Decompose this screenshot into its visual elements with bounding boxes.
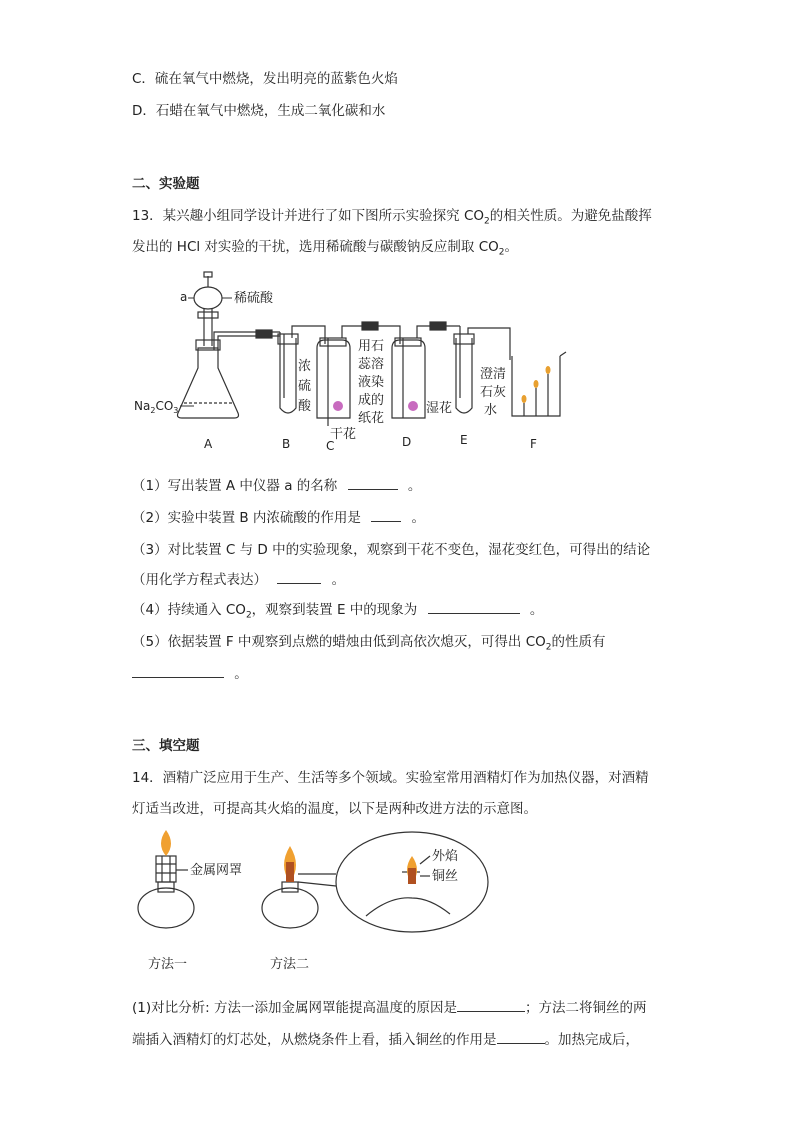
answer-blank[interactable]: [457, 997, 525, 1012]
q13-part5-cont: [132, 662, 248, 682]
q13-part3-text2: （用化学方程式表达）: [132, 572, 267, 588]
q13-stem-text: 13．某兴趣小组同学设计并进行了如下图所示实验探究 CO: [132, 208, 485, 224]
q14-part1-text2: ；方法二将铜丝的两: [524, 1000, 647, 1016]
option-c: C．硫在氧气中燃烧，发出明亮的蓝紫色火焰: [132, 71, 398, 87]
q13-stem-text: 的相关性质。为避免盐酸挥: [489, 208, 652, 224]
answer-blank[interactable]: [277, 569, 321, 584]
subscript: 2: [484, 216, 490, 227]
flame-icon: [522, 395, 527, 403]
q13-part2-text: （2）实验中装置 B 内浓硫酸的作用是: [132, 510, 361, 526]
answer-blank[interactable]: [348, 475, 398, 490]
answer-blank[interactable]: [497, 1029, 545, 1044]
label-metal-mesh: 金属网罩: [190, 863, 243, 878]
conical-flask-icon: [178, 348, 239, 418]
q13-part5-end: 。: [234, 666, 248, 682]
dry-flower-icon: [333, 401, 343, 411]
q13-part3: [132, 538, 650, 558]
q13-part1-text: （1）写出装置 A 中仪器 a 的名称: [132, 478, 338, 494]
answer-blank[interactable]: [428, 599, 520, 614]
answer-blank[interactable]: [132, 663, 224, 678]
label-litmus-4: 成的: [358, 393, 385, 408]
wet-flower-icon: [408, 401, 418, 411]
q13-part2-end: 。: [411, 510, 426, 526]
label-litmus-1: 用石: [358, 339, 385, 354]
answer-blank[interactable]: [371, 507, 401, 522]
q13-part4-text: （4）持续通入 CO: [132, 602, 246, 618]
alcohol-lamp-icon: [262, 888, 318, 928]
label-outer-flame: 外焰: [432, 849, 459, 864]
label-conc-acid-1: 浓: [298, 359, 312, 374]
q13-stem-text: 发出的 HCl 对实验的干扰，选用稀硫酸与碳酸钠反应制取 CO: [132, 239, 499, 255]
q14-part1-cont: [132, 1028, 639, 1048]
copper-wire-icon: [408, 868, 416, 884]
q14-stem-line1: 14．酒精广泛应用于生产、生活等多个领域。实验室常用酒精灯作为加热仪器，对酒精: [132, 770, 649, 786]
q14-part1-text: (1)对比分析: 方法一添加金属网罩能提高温度的原因是: [132, 1000, 457, 1016]
q13-part3-text: （3）对比装置 C 与 D 中的实验现象，观察到干花不变色，湿花变红色，可得出的结论: [132, 542, 651, 558]
label-litmus-2: 蕊溶: [358, 357, 385, 372]
q14-stem-line2: 灯适当改进，可提高其火焰的温度，以下是两种改进方法的示意图。: [132, 801, 537, 817]
q13-part5: [132, 630, 606, 653]
label-limewater-3: 水: [484, 403, 498, 418]
label-method-1: 方法一: [148, 957, 188, 972]
label-litmus-5: 纸花: [358, 411, 385, 426]
q13-part5-text: （5）依据装置 F 中观察到点燃的蜡烛由低到高依次熄灭，可得出 CO: [132, 634, 546, 650]
label-copper-wire: 铜丝: [432, 869, 459, 884]
subscript: 2: [245, 610, 252, 621]
label-a: a: [180, 290, 188, 304]
q13-part5-text2: 的性质有: [551, 634, 606, 650]
flame-icon: [161, 830, 171, 856]
section-title-fill-in: 三、填空题: [132, 738, 200, 754]
section-title-experiment: 二、实验题: [132, 176, 200, 192]
q13-stem-line2: [132, 235, 518, 258]
label-B: B: [282, 437, 291, 451]
label-na2co3: $Na_2CO_3$: [134, 399, 179, 415]
label-conc-acid-3: 酸: [298, 399, 312, 414]
alcohol-lamp-figure: [130, 826, 570, 976]
q13-part1: [132, 474, 421, 494]
subscript: 2: [545, 642, 552, 653]
flame-icon: [546, 366, 551, 374]
label-E: E: [460, 433, 468, 447]
option-d: D．石蜡在氧气中燃烧，生成二氧化碳和水: [132, 103, 386, 119]
label-wet-flower: 湿花: [426, 401, 453, 416]
flame-icon: [534, 380, 539, 388]
label-F: F: [530, 437, 537, 451]
co2-apparatus-figure: [130, 268, 570, 458]
q13-part3-cont: [132, 568, 345, 588]
label-limewater-2: 石灰: [480, 385, 507, 400]
alcohol-lamp-icon: [138, 888, 194, 928]
q13-stem-line1: [132, 204, 652, 227]
label-D: D: [402, 435, 412, 449]
label-limewater-1: 澄清: [480, 367, 507, 382]
subscript: 2: [498, 247, 505, 258]
label-method-2: 方法二: [270, 957, 310, 972]
q14-part1: [132, 996, 646, 1016]
q13-part2: [132, 506, 425, 526]
label-A: A: [204, 437, 213, 451]
label-C: C: [326, 439, 335, 453]
beaker-icon: [512, 352, 566, 416]
q14-part1-text3: 端插入酒精灯的灯芯处，从燃烧条件上看，插入铜丝的作用是: [132, 1032, 497, 1048]
q13-part1-end: 。: [407, 478, 422, 494]
label-conc-acid-2: 硫: [298, 379, 312, 394]
q13-part4-text2: ，观察到装置 E 中的现象为: [251, 602, 418, 618]
label-litmus-3: 液染: [358, 375, 385, 390]
copper-wire-icon: [286, 862, 294, 882]
label-dry-flower: 干花: [330, 427, 357, 442]
q13-part4-end: 。: [529, 602, 544, 618]
q13-stem-text: 。: [504, 239, 518, 255]
q13-part4: [132, 598, 543, 621]
separatory-funnel-icon: [194, 287, 222, 309]
metal-mesh-icon: [156, 856, 176, 882]
q14-part1-text4: 。加热完成后，: [544, 1032, 639, 1048]
q13-part3-end: 。: [331, 572, 346, 588]
label-dilute-sulfuric-acid: 稀硫酸: [234, 291, 274, 306]
